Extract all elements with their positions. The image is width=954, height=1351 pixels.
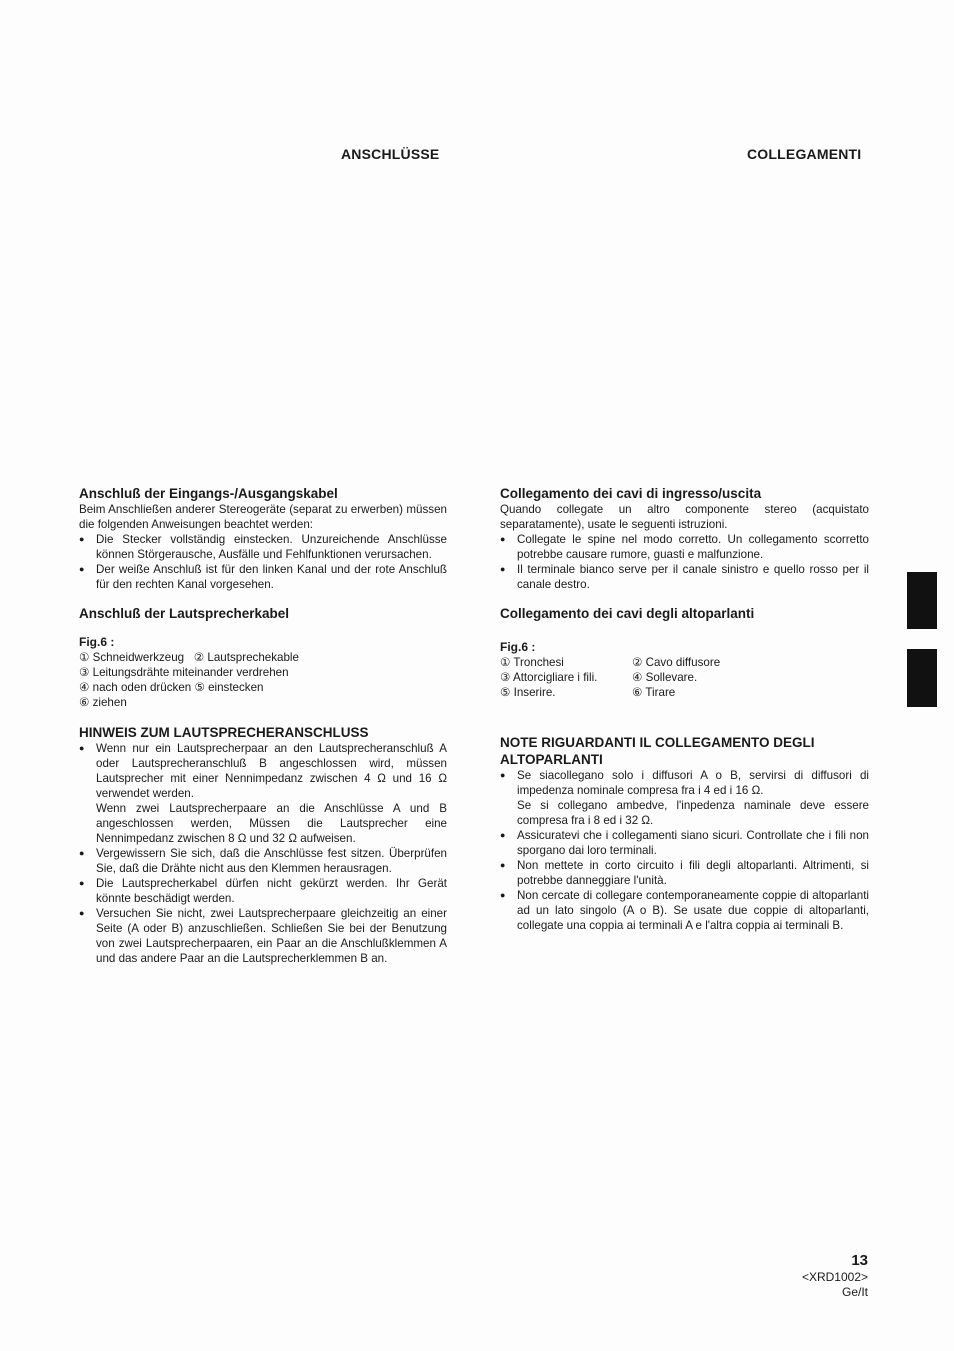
it-notes-title: NOTE RIGUARDANTI IL COLLEGAMENTO DEGLI ALTOPARLANTI bbox=[500, 735, 815, 767]
it-io-title: Collegamento dei cavi di ingresso/uscita bbox=[500, 486, 762, 501]
italian-column bbox=[500, 485, 869, 933]
note-text: Wenn nur ein Lautsprecherpaar an den Lautsprecheranschluß A oder Lautsprecheranschluß B angeschlossen wird, müssen Lautsprecher mit einer Nennimpedanz zwischen 4 Ω und 16 Ω verwendet werden. bbox=[96, 742, 447, 800]
it-io-list bbox=[500, 532, 869, 592]
de-io-intro: Beim Anschließen anderer Stereogeräte (separat zu erwerben) müssen die folgenden Anweisungen beachtet werden: bbox=[79, 503, 447, 531]
de-fig-line: ⑥ ziehen bbox=[79, 696, 127, 709]
de-fig-line: ① Schneidwerkzeug ② Lautsprechekable bbox=[79, 651, 299, 664]
de-speaker-title: Anschluß der Lautsprecherkabel bbox=[79, 606, 290, 621]
list-item bbox=[500, 768, 869, 828]
it-fig-item: ④ Sollevare. bbox=[632, 671, 698, 684]
it-io-intro: Quando collegate un altro componente stereo (acquistato separatamente), usate le seguenti istruzioni. bbox=[500, 503, 869, 531]
list-item: ● Collegate le spine nel modo corretto. Un collegamento scorretto potrebbe causare rumore, guasti e malfunzione. bbox=[500, 532, 869, 562]
model-code: <XRD1002> bbox=[801, 1270, 868, 1284]
page-footer bbox=[802, 1252, 868, 1300]
header-right-title: COLLEGAMENTI bbox=[747, 146, 862, 162]
list-item bbox=[79, 741, 447, 846]
it-fig-legend bbox=[500, 655, 869, 700]
list-item: ● Die Lautsprecherkabel dürfen nicht gekürzt werden. Ihr Gerät könnte beschädigt werden. bbox=[79, 876, 447, 906]
de-fig-label: Fig.6 : bbox=[79, 635, 115, 649]
de-notes-title: HINWEIS ZUM LAUTSPRECHERANSCHLUSS bbox=[79, 725, 369, 740]
german-column bbox=[79, 485, 447, 966]
de-fig-line: ④ nach oden drücken ⑤ einstecken bbox=[79, 681, 264, 694]
it-fig-item: ⑤ Inserire. bbox=[500, 686, 556, 699]
list-item: ● Versuchen Sie nicht, zwei Lautsprecherpaare gleichzeitig an einer Seite (A oder B) anzuschließen. Schließen Sie bei der Benutzung von zwei Lautsprecherpaaren, ein Paar an die Anschlußklemmen A und das andere Paar an die Lautsprecherklemmen B an. bbox=[79, 906, 447, 966]
de-io-list bbox=[79, 532, 447, 592]
de-io-title: Anschluß der Eingangs-/Ausgangskabel bbox=[79, 486, 338, 501]
it-fig-item: ③ Attorcigliare i fili. bbox=[500, 671, 598, 684]
header-left-title: ANSCHLÜSSE bbox=[341, 146, 440, 162]
de-fig-line: ③ Leitungsdrähte miteinander verdrehen bbox=[79, 666, 289, 679]
section-tab-marker bbox=[907, 649, 937, 707]
de-notes-list bbox=[79, 741, 447, 966]
it-fig-item: ⑥ Tirare bbox=[632, 686, 676, 699]
language-code: Ge/It bbox=[841, 1285, 868, 1299]
it-speaker-title: Collegamento dei cavi degli altoparlanti bbox=[500, 606, 755, 621]
list-item: ● Non cercate di collegare contemporaneamente coppie di altoparlanti ad un lato singolo (A o B). Se usate due coppie di altoparlanti, collegate una coppia ai terminali A e l'altra coppia ai terminali B. bbox=[500, 888, 869, 933]
it-fig-item: ② Cavo diffusore bbox=[632, 656, 721, 669]
note-text: Se siacollegano solo i diffusori A o B, servirsi di diffusori di impedenza nominale compresa fra i 4 ed i 16 Ω. bbox=[517, 769, 869, 797]
note-subtext: Wenn zwei Lautsprecherpaare an die Anschlüsse A und B angeschlossen werden, Müssen die Lautsprecher eine Nennimpedanz zwischen 8 Ω und 32 Ω aufweisen. bbox=[96, 802, 447, 845]
list-item: ● Vergewissern Sie sich, daß die Anschlüsse fest sitzen. Überprüfen Sie, daß die Drähte nicht aus den Klemmen herausragen. bbox=[79, 846, 447, 876]
page-number: 13 bbox=[851, 1252, 868, 1269]
list-item: ● Assicuratevi che i collegamenti siano sicuri. Controllate che i fili non sporgano dai loro terminali. bbox=[500, 828, 869, 858]
list-item: ● Il terminale bianco serve per il canale sinistro e quello rosso per il canale destro. bbox=[500, 562, 869, 592]
it-notes-list bbox=[500, 768, 869, 933]
list-item: ● Der weiße Anschluß ist für den linken Kanal und der rote Anschluß für den rechten Kanal vorgesehen. bbox=[79, 562, 447, 592]
list-item: ● Die Stecker vollständig einstecken. Unzureichende Anschlüsse können Störgerausche, Ausfälle und Fehlfunktionen verursachen. bbox=[79, 532, 447, 562]
note-subtext: Se si collegano ambedve, l'inpedenza naminale deve essere compresa fra i 8 ed i 32 Ω. bbox=[517, 799, 869, 827]
list-item: ● Non mettete in corto circuito i fili degli altoparlanti. Altrimenti, si potrebbe danneggiare l'unità. bbox=[500, 858, 869, 888]
section-tab-marker bbox=[907, 572, 937, 629]
it-fig-label: Fig.6 : bbox=[500, 640, 536, 654]
it-fig-item: ① Tronchesi bbox=[500, 656, 564, 669]
